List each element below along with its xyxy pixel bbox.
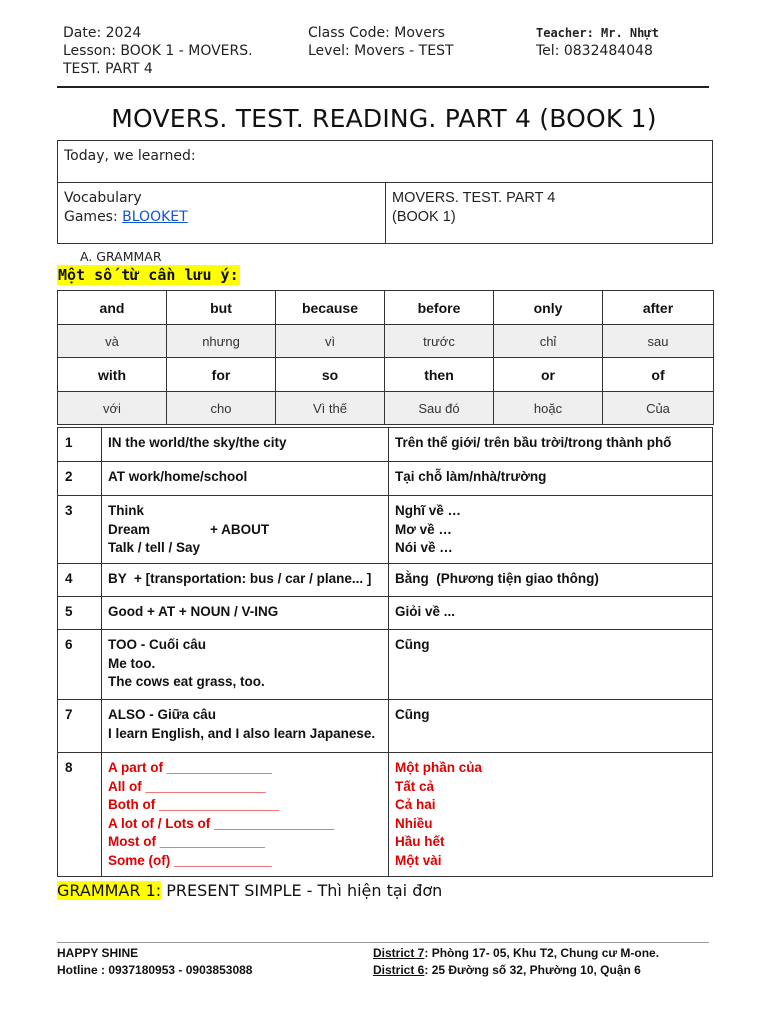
district6-label: District 6: [373, 963, 425, 977]
grammar-meaning-cell: [389, 428, 713, 462]
meaning-line: Một vài: [395, 852, 442, 868]
word-cell: after: [603, 291, 714, 325]
lesson-title-box: [385, 182, 713, 244]
structure-line: A part of ______________: [108, 760, 272, 775]
district7-address: : Phòng 17- 05, Khu T2, Chung cư M-one.: [424, 946, 660, 960]
word-cell: before: [385, 291, 494, 325]
header-middle: [308, 24, 454, 60]
meaning-line: Tất cả: [395, 778, 435, 794]
today-learned-label: Today, we learned:: [64, 148, 196, 164]
header-left: [63, 24, 253, 78]
word-row-vietnamese-1: [58, 325, 714, 358]
word-cell: or: [494, 358, 603, 392]
grammar-row: [58, 462, 713, 496]
translation-cell: vì: [276, 325, 385, 358]
grammar-structure-cell: [102, 597, 389, 630]
word-cell: because: [276, 291, 385, 325]
word-cell: with: [58, 358, 167, 392]
meaning-line: Nghĩ về …: [395, 503, 462, 518]
grammar-structure-cell: [102, 564, 389, 597]
company-name: HAPPY SHINE: [57, 946, 139, 960]
structure-line: ALSO - Giữa câu: [108, 707, 217, 722]
structure-line: Think: [108, 503, 144, 518]
grammar1-label: GRAMMAR 1:: [57, 881, 162, 900]
grammar-structure-cell: [102, 700, 389, 753]
word-row-vietnamese-2: [58, 392, 714, 425]
structure-line: A lot of / Lots of ________________: [108, 815, 335, 831]
word-cell: for: [167, 358, 276, 392]
grammar-structure-cell: [102, 496, 389, 564]
row-number: 4: [58, 564, 102, 597]
grammar-row: [58, 630, 713, 700]
grammar-rules-table: [57, 427, 713, 877]
today-learned-box: [57, 140, 713, 183]
structure-line: Some (of) _____________: [108, 852, 272, 868]
row-number: 8: [58, 753, 102, 877]
meaning-line: Nói về …: [395, 540, 453, 555]
meaning-line: Cũng: [395, 707, 430, 722]
structure-line: TOO - Cuối câu: [108, 637, 207, 652]
row-number: 1: [58, 428, 102, 462]
structure-line: Me too.: [108, 655, 156, 671]
word-cell: so: [276, 358, 385, 392]
footer-right: [373, 945, 659, 979]
row-number: 7: [58, 700, 102, 753]
translation-cell: nhưng: [167, 325, 276, 358]
structure-line: IN the world/the sky/the city: [108, 435, 287, 450]
page-title: MOVERS. TEST. READING. PART 4 (BOOK 1): [111, 104, 657, 133]
row-number: 3: [58, 496, 102, 564]
word-cell: then: [385, 358, 494, 392]
grammar-row: [58, 428, 713, 462]
word-cell: only: [494, 291, 603, 325]
district7-line: [373, 945, 659, 962]
meaning-line: Tại chỗ làm/nhà/trường: [395, 469, 547, 484]
grammar1-heading: [57, 881, 442, 901]
class-code-text: Class Code: Movers: [308, 25, 445, 41]
footer-divider: [57, 942, 709, 943]
meaning-line: Hầu hết: [395, 834, 445, 849]
translation-cell: Sau đó: [385, 392, 494, 425]
grammar-row: [58, 564, 713, 597]
district7-label: District 7: [373, 946, 425, 960]
grammar-row: [58, 700, 713, 753]
hotline-text: Hotline : 0937180953 - 0903853088: [57, 963, 253, 977]
grammar-row: [58, 597, 713, 630]
footer-left: [57, 945, 252, 979]
word-cell: but: [167, 291, 276, 325]
grammar-meaning-cell: [389, 496, 713, 564]
structure-line: The cows eat grass, too.: [108, 674, 265, 689]
translation-cell: và: [58, 325, 167, 358]
grammar-meaning-cell: [389, 597, 713, 630]
translation-cell: hoặc: [494, 392, 603, 425]
structure-line: Talk / tell / Say: [108, 540, 201, 555]
meaning-line: Mơ về …: [395, 521, 452, 537]
row-number: 2: [58, 462, 102, 496]
grammar-row: [58, 753, 713, 877]
row-number: 6: [58, 630, 102, 700]
meaning-line: Một phần của: [395, 760, 482, 775]
grammar-heading: A. GRAMMAR: [80, 249, 162, 264]
meaning-line: Bằng (Phương tiện giao thông): [395, 571, 599, 586]
meaning-line: Giỏi về ...: [395, 604, 456, 619]
word-cell: of: [603, 358, 714, 392]
games-label: Games:: [64, 209, 123, 225]
vocabulary-label: Vocabulary: [64, 190, 142, 206]
blooket-link[interactable]: BLOOKET: [122, 209, 188, 225]
grammar-structure-cell: [102, 630, 389, 700]
games-line: [64, 208, 188, 227]
notes-heading: Một số từ cần lưu ý:: [58, 266, 239, 284]
structure-line: All of ________________: [108, 778, 266, 794]
word-row-english-1: [58, 291, 714, 325]
structure-line: Both of ________________: [108, 797, 280, 812]
grammar-meaning-cell: [389, 564, 713, 597]
translation-cell: sau: [603, 325, 714, 358]
structure-line: BY + [transportation: bus / car / plane... ]: [108, 571, 372, 586]
teacher-text: Teacher: Mr. Nhựt: [536, 26, 659, 40]
translation-cell: với: [58, 392, 167, 425]
district6-address: : 25 Đường số 32, Phường 10, Quận 6: [424, 963, 641, 977]
level-text: Level: Movers - TEST: [308, 43, 454, 59]
structure-line: Dream + ABOUT: [108, 521, 270, 537]
tel-text: Tel: 0832484048: [536, 43, 653, 59]
structure-line: I learn English, and I also learn Japanese.: [108, 725, 376, 741]
meaning-line: Trên thế giới/ trên bầu trời/trong thành phố: [395, 435, 672, 450]
structure-line: AT work/home/school: [108, 469, 248, 484]
grammar-meaning-cell: [389, 462, 713, 496]
row-number: 5: [58, 597, 102, 630]
meaning-line: Cả hai: [395, 797, 436, 812]
translation-cell: Vì thế: [276, 392, 385, 425]
translation-cell: chỉ: [494, 325, 603, 358]
translation-cell: cho: [167, 392, 276, 425]
meaning-line: Cũng: [395, 637, 430, 652]
meaning-line: Nhiều: [395, 815, 433, 831]
word-cell: and: [58, 291, 167, 325]
lesson-title-line2: (BOOK 1): [392, 209, 456, 225]
grammar-structure-cell: [102, 753, 389, 877]
lesson-text-line2: TEST. PART 4: [63, 61, 153, 77]
structure-line: Most of ______________: [108, 834, 265, 849]
grammar-meaning-cell: [389, 630, 713, 700]
grammar-meaning-cell: [389, 700, 713, 753]
vocabulary-box: [57, 182, 386, 244]
translation-cell: Của: [603, 392, 714, 425]
grammar-meaning-cell: [389, 753, 713, 877]
translation-cell: trước: [385, 325, 494, 358]
district6-line: [373, 962, 659, 979]
header-right: [536, 24, 659, 60]
date-text: Date: 2024: [63, 25, 142, 41]
structure-line: Good + AT + NOUN / V-ING: [108, 604, 279, 619]
grammar-row: [58, 496, 713, 564]
grammar-structure-cell: [102, 462, 389, 496]
lesson-title-line1: MOVERS. TEST. PART 4: [392, 190, 556, 206]
connector-words-table: [57, 290, 714, 425]
word-row-english-2: [58, 358, 714, 392]
grammar-structure-cell: [102, 428, 389, 462]
header-divider: [57, 86, 709, 88]
grammar1-text: PRESENT SIMPLE - Thì hiện tại đơn: [161, 881, 443, 900]
lesson-text-line1: Lesson: BOOK 1 - MOVERS.: [63, 43, 253, 59]
